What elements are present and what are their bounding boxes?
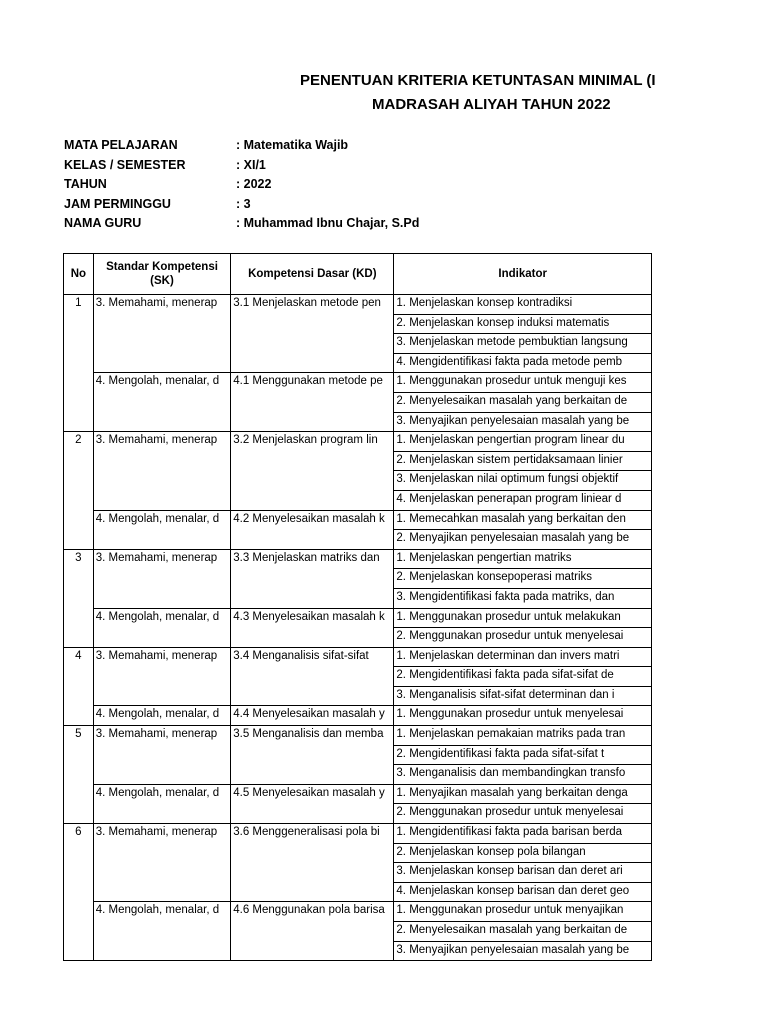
cell-sk	[93, 922, 231, 942]
table-row	[64, 569, 652, 589]
table-row	[64, 647, 652, 667]
meta-label: TAHUN	[64, 177, 107, 191]
table-header-row	[64, 254, 652, 295]
table-row	[64, 902, 652, 922]
table-row	[64, 353, 652, 373]
table-row	[64, 628, 652, 648]
cell-indikator: 2. Menjelaskan sistem pertidaksamaan linier	[394, 451, 652, 471]
table-row	[64, 863, 652, 883]
cell-kd	[231, 412, 394, 432]
meta-row	[64, 197, 536, 217]
cell-no: 1	[64, 295, 94, 315]
cell-indikator: 1. Menggunakan prosedur untuk melakukan	[394, 608, 652, 628]
cell-sk: 3. Memahami, menerap	[93, 549, 231, 569]
cell-sk: 4. Mengolah, menalar, d	[93, 784, 231, 804]
cell-indikator: 3. Menganalisis dan membandingkan transfo	[394, 765, 652, 785]
cell-indikator: 3. Menjelaskan metode pembuktian langsung	[394, 334, 652, 354]
cell-sk	[93, 314, 231, 334]
cell-indikator: 1. Menjelaskan determinan dan invers matri	[394, 647, 652, 667]
cell-kd: 4.5 Menyelesaikan masalah y	[231, 784, 394, 804]
cell-sk: 3. Memahami, menerap	[93, 726, 231, 746]
cell-kd	[231, 941, 394, 961]
cell-indikator: 1. Menjelaskan pemakaian matriks pada tran	[394, 726, 652, 746]
cell-kd: 4.3 Menyelesaikan masalah k	[231, 608, 394, 628]
cell-kd: 3.4 Menganalisis sifat-sifat	[231, 647, 394, 667]
cell-no	[64, 530, 94, 550]
table-row	[64, 824, 652, 844]
table-row	[64, 804, 652, 824]
cell-sk: 4. Mengolah, menalar, d	[93, 608, 231, 628]
cell-sk	[93, 569, 231, 589]
cell-sk	[93, 667, 231, 687]
cell-no	[64, 353, 94, 373]
cell-sk	[93, 588, 231, 608]
cell-indikator: 2. Menyelesaikan masalah yang berkaitan de	[394, 392, 652, 412]
cell-kd	[231, 765, 394, 785]
cell-no	[64, 569, 94, 589]
cell-indikator: 2. Menggunakan prosedur untuk menyelesai	[394, 628, 652, 648]
table-row	[64, 941, 652, 961]
document-title-line2: MADRASAH ALIYAH TAHUN 2022	[372, 96, 611, 113]
cell-no	[64, 392, 94, 412]
cell-indikator: 1. Menjelaskan pengertian program linear du	[394, 432, 652, 452]
cell-indikator: 2. Menjelaskan konsep pola bilangan	[394, 843, 652, 863]
cell-kd: 3.5 Menganalisis dan memba	[231, 726, 394, 746]
table-row	[64, 530, 652, 550]
cell-no	[64, 882, 94, 902]
table-row	[64, 882, 652, 902]
cell-no: 6	[64, 824, 94, 844]
cell-indikator: 2. Menggunakan prosedur untuk menyelesai	[394, 804, 652, 824]
cell-kd: 4.4 Menyelesaikan masalah y	[231, 706, 394, 726]
table-row	[64, 667, 652, 687]
table-row	[64, 765, 652, 785]
cell-kd	[231, 667, 394, 687]
cell-sk	[93, 490, 231, 510]
cell-sk: 3. Memahami, menerap	[93, 432, 231, 452]
cell-sk	[93, 882, 231, 902]
cell-indikator: 1. Menjelaskan pengertian matriks	[394, 549, 652, 569]
cell-kd	[231, 471, 394, 491]
meta-row	[64, 138, 536, 158]
cell-no	[64, 784, 94, 804]
table-row	[64, 588, 652, 608]
table-row	[64, 471, 652, 491]
table-row	[64, 412, 652, 432]
table-row	[64, 726, 652, 746]
cell-sk	[93, 804, 231, 824]
cell-no	[64, 667, 94, 687]
cell-kd	[231, 353, 394, 373]
cell-no	[64, 745, 94, 765]
cell-no	[64, 490, 94, 510]
cell-no	[64, 706, 94, 726]
meta-value: : XI/1	[236, 157, 266, 172]
cell-sk	[93, 353, 231, 373]
header-no: No	[64, 254, 94, 295]
cell-no: 2	[64, 432, 94, 452]
cell-no	[64, 588, 94, 608]
cell-sk: 4. Mengolah, menalar, d	[93, 373, 231, 393]
cell-indikator: 3. Menyajikan penyelesaian masalah yang be	[394, 941, 652, 961]
cell-indikator: 4. Menjelaskan penerapan program liniear d	[394, 490, 652, 510]
table-row	[64, 432, 652, 452]
cell-kd	[231, 451, 394, 471]
cell-no: 5	[64, 726, 94, 746]
sheet-cutoff	[652, 253, 768, 953]
cell-indikator: 1. Menggunakan prosedur untuk menguji kes	[394, 373, 652, 393]
cell-no	[64, 451, 94, 471]
cell-no	[64, 765, 94, 785]
cell-indikator: 3. Menganalisis sifat-sifat determinan dan i	[394, 686, 652, 706]
table-row	[64, 549, 652, 569]
cell-sk: 4. Mengolah, menalar, d	[93, 902, 231, 922]
cell-sk: 4. Mengolah, menalar, d	[93, 510, 231, 530]
cell-sk	[93, 334, 231, 354]
table-row	[64, 686, 652, 706]
cell-indikator: 2. Menyajikan penyelesaian masalah yang be	[394, 530, 652, 550]
cell-indikator: 3. Mengidentifikasi fakta pada matriks, dan	[394, 588, 652, 608]
cell-no	[64, 314, 94, 334]
meta-info	[64, 138, 536, 236]
cell-sk	[93, 392, 231, 412]
cell-indikator: 1. Memecahkan masalah yang berkaitan den	[394, 510, 652, 530]
cell-kd: 4.1 Menggunakan metode pe	[231, 373, 394, 393]
cell-indikator: 4. Menjelaskan konsep barisan dan deret geo	[394, 882, 652, 902]
table-row	[64, 608, 652, 628]
cell-indikator: 1. Menggunakan prosedur untuk menyajikan	[394, 902, 652, 922]
cell-no	[64, 902, 94, 922]
cell-indikator: 1. Menggunakan prosedur untuk menyelesai	[394, 706, 652, 726]
cell-indikator: 2. Menjelaskan konsep induksi matematis	[394, 314, 652, 334]
cell-indikator: 1. Menjelaskan konsep kontradiksi	[394, 295, 652, 315]
cell-sk	[93, 412, 231, 432]
cell-kd: 4.6 Menggunakan pola barisa	[231, 902, 394, 922]
cell-sk	[93, 863, 231, 883]
table-row	[64, 843, 652, 863]
table-row	[64, 295, 652, 315]
cell-sk	[93, 471, 231, 491]
cell-sk	[93, 686, 231, 706]
cell-kd	[231, 745, 394, 765]
cell-no	[64, 510, 94, 530]
cell-no	[64, 471, 94, 491]
table-row	[64, 334, 652, 354]
meta-label: MATA PELAJARAN	[64, 138, 178, 152]
cell-indikator: 3. Menjelaskan konsep barisan dan deret ari	[394, 863, 652, 883]
kkm-table	[63, 253, 652, 961]
cell-kd	[231, 490, 394, 510]
cell-kd: 4.2 Menyelesaikan masalah k	[231, 510, 394, 530]
cell-kd	[231, 392, 394, 412]
cell-kd	[231, 863, 394, 883]
cell-sk	[93, 628, 231, 648]
meta-label: JAM PERMINGGU	[64, 196, 171, 211]
cell-kd: 3.6 Menggeneralisasi pola bi	[231, 824, 394, 844]
cell-sk: 4. Mengolah, menalar, d	[93, 706, 231, 726]
table-row	[64, 451, 652, 471]
document-title-line1: PENENTUAN KRITERIA KETUNTASAN MINIMAL (I	[300, 72, 656, 89]
cell-indikator: 1. Mengidentifikasi fakta pada barisan berda	[394, 824, 652, 844]
meta-row	[64, 216, 536, 236]
meta-row	[64, 177, 536, 197]
table-body	[64, 295, 652, 961]
cell-indikator: 3. Menjelaskan nilai optimum fungsi objektif	[394, 471, 652, 491]
table-row	[64, 510, 652, 530]
header-indikator: Indikator	[394, 254, 652, 295]
cell-no: 4	[64, 647, 94, 667]
header-sk: Standar Kompetensi (SK)	[93, 254, 231, 295]
cell-no	[64, 628, 94, 648]
cell-no	[64, 922, 94, 942]
table-row	[64, 922, 652, 942]
meta-label: KELAS / SEMESTER	[64, 157, 186, 172]
meta-value: : 3	[236, 196, 251, 211]
meta-row	[64, 158, 536, 178]
cell-no	[64, 334, 94, 354]
cell-kd	[231, 882, 394, 902]
cell-kd	[231, 843, 394, 863]
cell-kd: 3.2 Menjelaskan program lin	[231, 432, 394, 452]
cell-kd	[231, 334, 394, 354]
meta-value: : Muhammad Ibnu Chajar, S.Pd	[236, 216, 420, 230]
cell-indikator: 2. Menyelesaikan masalah yang berkaitan de	[394, 922, 652, 942]
cell-sk	[93, 745, 231, 765]
cell-kd	[231, 588, 394, 608]
cell-sk	[93, 451, 231, 471]
table-row	[64, 784, 652, 804]
cell-sk: 3. Memahami, menerap	[93, 824, 231, 844]
cell-sk: 3. Memahami, menerap	[93, 647, 231, 667]
header-kd: Kompetensi Dasar (KD)	[231, 254, 394, 295]
cell-indikator: 2. Mengidentifikasi fakta pada sifat-sifat t	[394, 745, 652, 765]
cell-kd	[231, 314, 394, 334]
cell-kd	[231, 804, 394, 824]
cell-kd	[231, 922, 394, 942]
cell-no	[64, 373, 94, 393]
cell-kd	[231, 628, 394, 648]
cell-kd	[231, 686, 394, 706]
cell-kd	[231, 569, 394, 589]
cell-indikator: 4. Mengidentifikasi fakta pada metode pemb	[394, 353, 652, 373]
cell-kd: 3.3 Menjelaskan matriks dan	[231, 549, 394, 569]
table-row	[64, 706, 652, 726]
cell-kd: 3.1 Menjelaskan metode pen	[231, 295, 394, 315]
cell-kd	[231, 530, 394, 550]
cell-no	[64, 686, 94, 706]
cell-sk	[93, 530, 231, 550]
table-row	[64, 745, 652, 765]
cell-sk	[93, 765, 231, 785]
cell-no	[64, 843, 94, 863]
cell-indikator: 3. Menyajikan penyelesaian masalah yang be	[394, 412, 652, 432]
meta-label: NAMA GURU	[64, 216, 142, 230]
cell-no	[64, 863, 94, 883]
cell-no	[64, 804, 94, 824]
cell-indikator: 2. Menjelaskan konsepoperasi matriks	[394, 569, 652, 589]
table-row	[64, 490, 652, 510]
table-row	[64, 373, 652, 393]
cell-no	[64, 941, 94, 961]
cell-no: 3	[64, 549, 94, 569]
cell-sk	[93, 843, 231, 863]
table-row	[64, 314, 652, 334]
meta-value: : 2022	[236, 177, 272, 191]
cell-indikator: 1. Menyajikan masalah yang berkaitan denga	[394, 784, 652, 804]
meta-value: : Matematika Wajib	[236, 138, 349, 152]
cell-sk	[93, 941, 231, 961]
cell-no	[64, 412, 94, 432]
cell-no	[64, 608, 94, 628]
cell-sk: 3. Memahami, menerap	[93, 295, 231, 315]
cell-indikator: 2. Mengidentifikasi fakta pada sifat-sifat de	[394, 667, 652, 687]
table-row	[64, 392, 652, 412]
